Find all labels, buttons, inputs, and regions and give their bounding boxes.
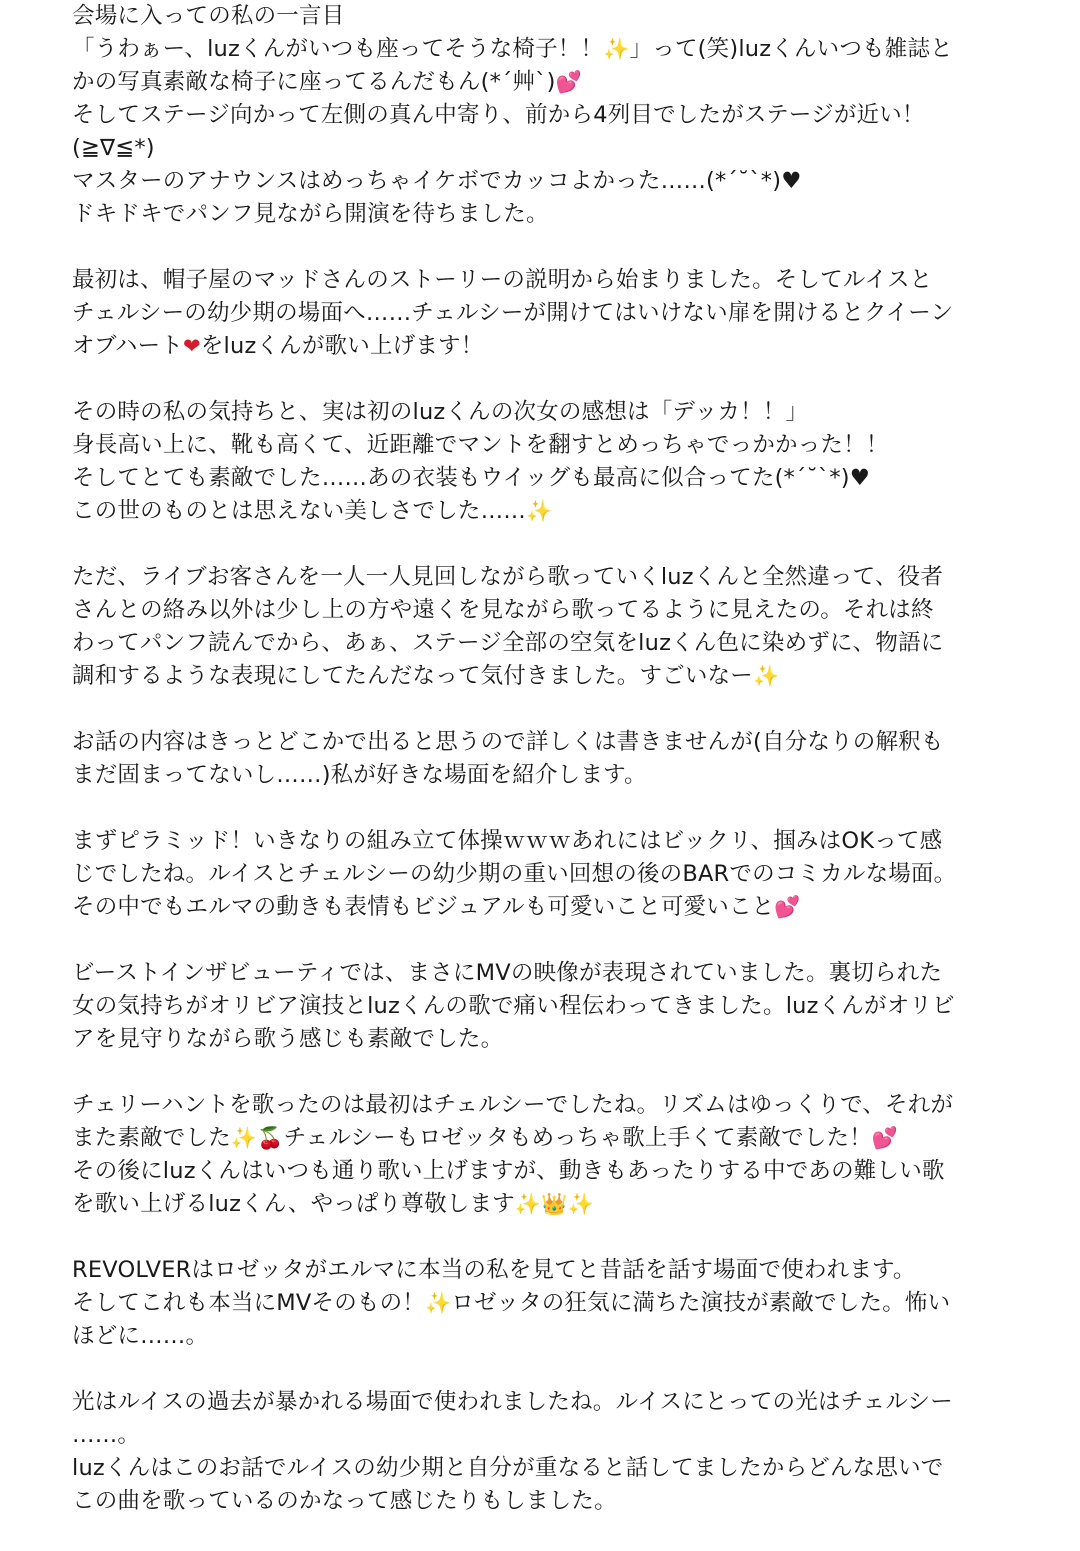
text-line — [72, 297, 1062, 330]
document-body — [72, 0, 1062, 1551]
text-segment: ビーストインザビューティでは、まさにMVの映像が表現されていました。裏切られた — [72, 960, 943, 986]
text-segment: (≧∇≦*) — [72, 135, 155, 161]
sparkle-icon: ✨ — [753, 664, 780, 688]
text-line — [72, 1419, 1062, 1452]
text-line — [72, 462, 1062, 495]
text-segment: アを見守りながら歌う感じも素敵でした。 — [72, 1026, 504, 1052]
paragraph — [72, 561, 1062, 693]
text-line — [72, 132, 1062, 165]
text-segment: 女の気持ちがオリビア演技とluzくんの歌で痛い程伝わってきました。luzくんがオリビ — [72, 993, 955, 1019]
text-segment: その中でもエルマの動きも表情もビジュアルも可愛いこと可愛いこと — [72, 894, 775, 920]
text-segment: その後にluzくんはいつも通り歌い上げますが、動きもあったりする中であの難しい歌 — [72, 1158, 945, 1184]
text-line — [72, 1386, 1062, 1419]
text-line — [72, 66, 1062, 99]
text-line — [72, 1452, 1062, 1485]
text-segment: チェルシーの幼少期の場面へ……チェルシーが開けてはいけない扉を開けるとクイーン — [72, 300, 954, 326]
paragraph — [72, 1254, 1062, 1353]
text-segment: ……。 — [72, 1422, 141, 1448]
text-line — [72, 1023, 1062, 1056]
text-segment: この曲を歌っているのかなって感じたりもしました。 — [72, 1488, 617, 1514]
paragraph — [72, 1089, 1062, 1221]
text-line — [72, 627, 1062, 660]
text-line — [72, 1122, 1062, 1155]
text-segment: まずピラミッド！いきなりの組み立て体操ｗｗｗあれにはビックリ、掴みはOKって感 — [72, 828, 943, 854]
text-line — [72, 660, 1062, 693]
sparkle-icon: ✨ — [230, 1126, 258, 1150]
text-segment: チェルシーもロゼッタもめっちゃ歌上手くて素敵でした！ — [283, 1125, 872, 1151]
two-hearts-icon: 💕 — [871, 1126, 899, 1150]
text-segment: かの写真素敵な椅子に座ってるんだもん(*´艸`) — [72, 69, 556, 95]
text-segment: そしてとても素敵でした……あの衣装もウイッグも最高に似合ってた(*´˘`*)♥ — [72, 465, 871, 491]
text-segment: まだ固まってないし……)私が好きな場面を紹介します。 — [72, 762, 647, 788]
text-line — [72, 495, 1062, 528]
text-segment: その時の私の気持ちと、実は初のluzくんの次女の感想は「デッカ！！」 — [72, 399, 809, 425]
text-segment: そしてステージ向かって左側の真ん中寄り、前から4列目でしたがステージが近い！ — [72, 102, 925, 128]
sparkle-icon: ✨ — [514, 1192, 542, 1216]
red-heart-icon: ❤ — [183, 334, 201, 358]
text-segment: 」って(笑)luzくんいつも雑誌と — [629, 36, 953, 62]
paragraph — [72, 0, 1062, 231]
two-hearts-icon: 💕 — [774, 895, 801, 919]
paragraph — [72, 396, 1062, 528]
cherries-icon: 🍒 — [257, 1126, 284, 1150]
text-line — [72, 99, 1062, 132]
sparkle-icon: ✨ — [603, 37, 630, 61]
text-line — [72, 165, 1062, 198]
text-segment: ドキドキでパンフ見ながら開演を待ちました。 — [72, 201, 549, 227]
text-line — [72, 0, 1062, 33]
text-line — [72, 759, 1062, 792]
text-segment: 身長高い上に、靴も高くて、近距離でマントを翻すとめっちゃでっかかった！！ — [72, 432, 889, 458]
text-line — [72, 1188, 1062, 1221]
text-segment: ほどに……。 — [72, 1323, 209, 1349]
crown-icon: 👑 — [541, 1192, 568, 1216]
sparkle-icon: ✨ — [425, 1291, 452, 1315]
text-line — [72, 1089, 1062, 1122]
text-line — [72, 33, 1062, 66]
text-line — [72, 330, 1062, 363]
text-segment: luzくんはこのお話でルイスの幼少期と自分が重なると話してましたからどんな思いで — [72, 1455, 944, 1481]
text-segment: ただ、ライブお客さんを一人一人見回しながら歌っていくluzくんと全然違って、役者 — [72, 564, 944, 590]
text-line — [72, 594, 1062, 627]
text-segment: をluzくんが歌い上げます！ — [200, 333, 484, 359]
paragraph — [72, 1386, 1062, 1518]
text-line — [72, 1320, 1062, 1353]
text-segment: そしてこれも本当にMVそのもの！ — [72, 1290, 426, 1316]
paragraph — [72, 957, 1062, 1056]
text-segment: この世のものとは思えない美しさでした…… — [72, 498, 527, 524]
text-segment: REVOLVERはロゼッタがエルマに本当の私を見てと昔話を話す場面で使われます。 — [72, 1257, 916, 1283]
text-line — [72, 561, 1062, 594]
text-segment: ロゼッタの狂気に満ちた演技が素敵でした。怖い — [451, 1290, 951, 1316]
sparkle-icon: ✨ — [526, 499, 553, 523]
text-segment: 最初は、帽子屋のマッドさんのストーリーの説明から始まりました。そしてルイスと — [72, 267, 933, 293]
text-line — [72, 858, 1062, 891]
text-segment: オブハート — [72, 333, 184, 359]
text-segment: 光はルイスの過去が暴かれる場面で使われましたね。ルイスにとっての光はチェルシー — [72, 1389, 953, 1415]
text-segment: 調和するような表現にしてたんだなって気付きました。すごいなー — [72, 663, 754, 689]
text-line — [72, 891, 1062, 924]
text-segment: また素敵でした — [72, 1125, 231, 1151]
text-line — [72, 429, 1062, 462]
text-segment: を歌い上げるluzくん、やっぱり尊敬します — [72, 1191, 515, 1217]
paragraph — [72, 825, 1062, 924]
two-hearts-icon: 💕 — [555, 70, 582, 94]
text-line — [72, 1155, 1062, 1188]
text-segment: さんとの絡み以外は少し上の方や遠くを見ながら歌ってるように見えたの。それは終 — [72, 597, 934, 623]
text-line — [72, 1287, 1062, 1320]
paragraph — [72, 264, 1062, 363]
text-line — [72, 990, 1062, 1023]
text-line — [72, 1254, 1062, 1287]
text-segment: 「うわぁー、luzくんがいつも座ってそうな椅子！！ — [72, 36, 604, 62]
text-segment: マスターのアナウンスはめっちゃイケボでカッコよかった……(*´˘`*)♥ — [72, 168, 802, 194]
sparkle-icon: ✨ — [567, 1192, 594, 1216]
text-segment: 会場に入っての私の一言目 — [72, 3, 345, 29]
text-segment: わってパンフ読んでから、あぁ、ステージ全部の空気をluzくん色に染めずに、物語に — [72, 630, 944, 656]
text-segment: じでしたね。ルイスとチェルシーの幼少期の重い回想の後のBARでのコミカルな場面。 — [72, 861, 957, 887]
text-line — [72, 957, 1062, 990]
paragraph — [72, 726, 1062, 792]
text-segment: お話の内容はきっとどこかで出ると思うので詳しくは書きませんが(自分なりの解釈も — [72, 729, 944, 755]
text-line — [72, 726, 1062, 759]
text-segment: チェリーハントを歌ったのは最初はチェルシーでしたね。リズムはゆっくりで、それが — [72, 1092, 954, 1118]
text-line — [72, 264, 1062, 297]
text-line — [72, 1485, 1062, 1518]
text-line — [72, 396, 1062, 429]
text-line — [72, 198, 1062, 231]
text-line — [72, 825, 1062, 858]
